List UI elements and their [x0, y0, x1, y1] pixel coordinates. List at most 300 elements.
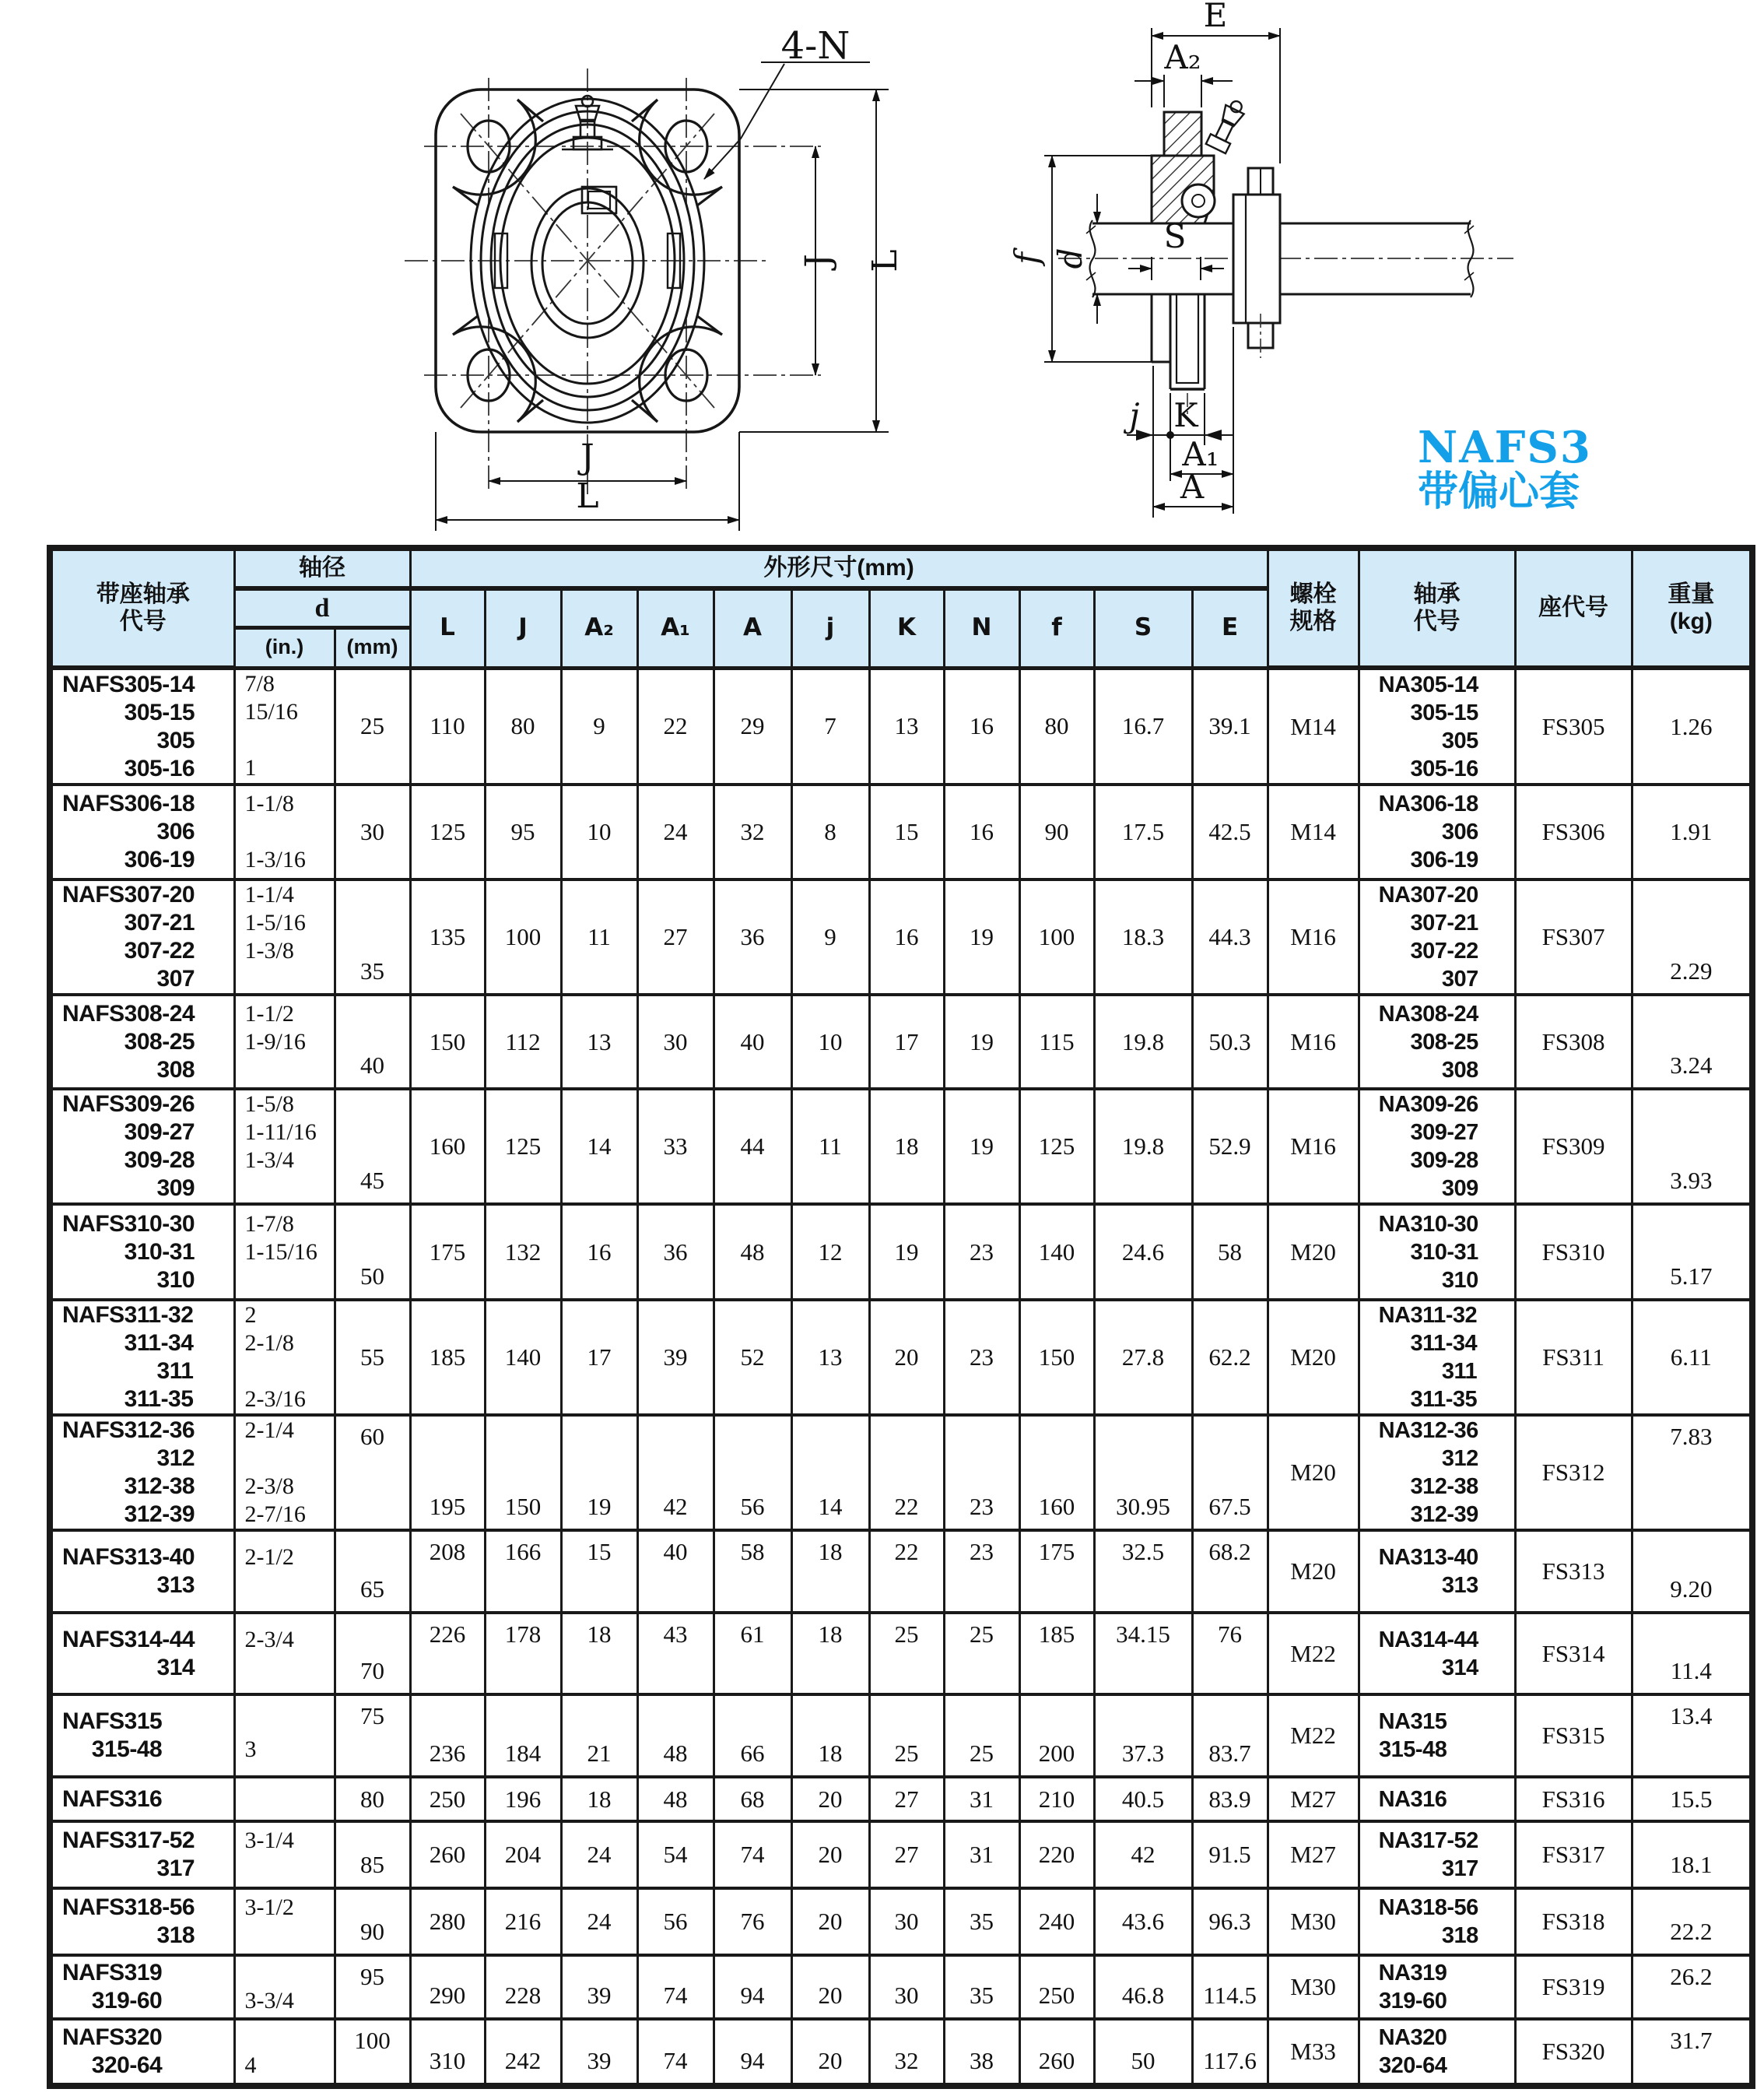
- shaft-dia-inch-cell: 3-1/4: [234, 1821, 335, 1888]
- dim-E-cell: 76: [1192, 1613, 1268, 1694]
- bearing-code-cell: NA306-18 306 306-19: [1359, 785, 1515, 879]
- housing-bearing-code-cell: NAFS317-52 317: [50, 1821, 234, 1888]
- dim-f-cell: 210: [1019, 1777, 1094, 1821]
- dim-S-cell: 18.3: [1094, 879, 1192, 995]
- dim-N-cell: 19: [944, 1089, 1019, 1204]
- dim-S-cell: 19.8: [1094, 995, 1192, 1089]
- dim-J-cell: 184: [485, 1694, 561, 1777]
- dim-N-cell: 31: [944, 1821, 1019, 1888]
- dim-K-cell: 13: [869, 668, 944, 785]
- spec-row-NAFS312-36: [50, 1415, 1752, 1530]
- lobe-top-left: [453, 100, 535, 195]
- shaft-dia-inch-cell: [234, 1777, 335, 1821]
- bolt-count-label: 4-N: [780, 24, 850, 68]
- lobe-top-right: [640, 100, 722, 195]
- housing-bearing-code-cell: NAFS318-56 318: [50, 1888, 234, 1955]
- dim-a2-label: A₂: [1164, 38, 1201, 76]
- dim-A1-cell: 39: [637, 1300, 714, 1415]
- dim-K-cell: 20: [869, 1300, 944, 1415]
- header-dim-j: j: [791, 588, 869, 668]
- dim-J-cell: 204: [485, 1821, 561, 1888]
- dim-N-cell: 31: [944, 1777, 1019, 1821]
- shaft-dia-inch-cell: 7/8 15/16 1: [234, 668, 335, 785]
- dim-A-cell: 66: [714, 1694, 791, 1777]
- housing-bearing-code-cell: NAFS319 319-60: [50, 1955, 234, 2019]
- bolt-spec-cell: M16: [1268, 1089, 1359, 1204]
- dim-N-cell: 35: [944, 1888, 1019, 1955]
- shaft-dia-mm-cell: 55: [335, 1300, 410, 1415]
- dim-J-cell: 125: [485, 1089, 561, 1204]
- dim-L-cell: 175: [410, 1204, 485, 1300]
- dim-J-cell: 228: [485, 1955, 561, 2019]
- dim-L-cell: 195: [410, 1415, 485, 1530]
- dim-S-cell: 19.8: [1094, 1089, 1192, 1204]
- dim-f-cell: 160: [1019, 1415, 1094, 1530]
- seat-code-cell: FS308: [1515, 995, 1632, 1089]
- dim-N-cell: 35: [944, 1955, 1019, 2019]
- dim-J-cell: 132: [485, 1204, 561, 1300]
- spec-row-NAFS319: [50, 1955, 1752, 2019]
- dim-A1-cell: 48: [637, 1694, 714, 1777]
- bearing-code-cell: NA309-26 309-27 309-28 309: [1359, 1089, 1515, 1204]
- spec-row-NAFS308-24: [50, 995, 1752, 1089]
- bearing-code-cell: NA307-20 307-21 307-22 307: [1359, 879, 1515, 995]
- dim-j-cell: 14: [791, 1415, 869, 1530]
- dim-N-cell: 38: [944, 2019, 1019, 2086]
- dim-A2-cell: 18: [561, 1777, 637, 1821]
- dim-f-cell: 100: [1019, 879, 1094, 995]
- weight-cell: 1.91: [1632, 785, 1752, 879]
- weight-cell: 22.2: [1632, 1888, 1752, 1955]
- dim-f-cell: 250: [1019, 1955, 1094, 2019]
- header-housing-bearing-code: 带座轴承 代号: [50, 548, 234, 668]
- dim-A-cell: 36: [714, 879, 791, 995]
- dim-L-cell: 226: [410, 1613, 485, 1694]
- bearing-code-cell: NA308-24 308-25 308: [1359, 995, 1515, 1089]
- bearing-code-cell: NA317-52 317: [1359, 1821, 1515, 1888]
- dim-E-cell: 42.5: [1192, 785, 1268, 879]
- bolt-spec-cell: M30: [1268, 1888, 1359, 1955]
- dim-S-cell: 50: [1094, 2019, 1192, 2086]
- dim-E-cell: 39.1: [1192, 668, 1268, 785]
- bearing-code-cell: NA310-30 310-31 310: [1359, 1204, 1515, 1300]
- dim-S-cell: 17.5: [1094, 785, 1192, 879]
- dim-K-cell: 22: [869, 1530, 944, 1613]
- housing-bearing-code-cell: NAFS315 315-48: [50, 1694, 234, 1777]
- dim-A2-cell: 18: [561, 1613, 637, 1694]
- dim-E-cell: 44.3: [1192, 879, 1268, 995]
- bolt-spec-cell: M16: [1268, 879, 1359, 995]
- dim-A-cell: 68: [714, 1777, 791, 1821]
- seat-code-cell: FS317: [1515, 1821, 1632, 1888]
- spec-row-NAFS316: [50, 1777, 1752, 1821]
- shaft-dia-mm-cell: 65: [335, 1530, 410, 1613]
- bearing-code-cell: NA313-40 313: [1359, 1530, 1515, 1613]
- spec-row-NAFS314-44: [50, 1613, 1752, 1694]
- weight-cell: 15.5: [1632, 1777, 1752, 1821]
- bolt-spec-cell: M30: [1268, 1955, 1359, 2019]
- housing-bearing-code-cell: NAFS305-14 305-15 305 305-16: [50, 668, 234, 785]
- dim-A2-cell: 24: [561, 1821, 637, 1888]
- flange-rib-section: [1164, 112, 1201, 156]
- dim-N-cell: 23: [944, 1204, 1019, 1300]
- weight-cell: 6.11: [1632, 1300, 1752, 1415]
- shaft-dia-mm-cell: 95: [335, 1955, 410, 2019]
- dim-l-bottom-label: L: [576, 476, 599, 516]
- shaft-dia-inch-cell: 1-1/2 1-9/16: [234, 995, 335, 1089]
- dim-A1-cell: 36: [637, 1204, 714, 1300]
- seat-code-cell: FS311: [1515, 1300, 1632, 1415]
- dim-S-cell: 40.5: [1094, 1777, 1192, 1821]
- header-dim-N: N: [944, 588, 1019, 668]
- weight-cell: 13.4: [1632, 1694, 1752, 1777]
- dim-A-cell: 48: [714, 1204, 791, 1300]
- dim-S-cell: 27.8: [1094, 1300, 1192, 1415]
- weight-cell: 31.7: [1632, 2019, 1752, 2086]
- dim-E-cell: 83.9: [1192, 1777, 1268, 1821]
- dim-L-cell: 135: [410, 879, 485, 995]
- header-bearing-code: 轴承 代号: [1359, 548, 1515, 668]
- header-dim-S: S: [1094, 588, 1192, 668]
- seat-code-cell: FS312: [1515, 1415, 1632, 1530]
- spec-row-NAFS318-56: [50, 1888, 1752, 1955]
- dim-j-cell: 8: [791, 785, 869, 879]
- shaft-dia-mm-cell: 30: [335, 785, 410, 879]
- shaft-dia-mm-cell: 50: [335, 1204, 410, 1300]
- dim-f-cell: 125: [1019, 1089, 1094, 1204]
- dim-s-label: S: [1163, 217, 1187, 255]
- dim-A-cell: 32: [714, 785, 791, 879]
- dim-A1-cell: 74: [637, 2019, 714, 2086]
- bearing-code-cell: NA311-32 311-34 311 311-35: [1359, 1300, 1515, 1415]
- dim-K-cell: 18: [869, 1089, 944, 1204]
- dim-a-label: A: [1180, 468, 1205, 506]
- dim-L-cell: 160: [410, 1089, 485, 1204]
- dim-N-cell: 16: [944, 785, 1019, 879]
- weight-cell: 1.26: [1632, 668, 1752, 785]
- header-dims-group: 外形尺寸(mm): [410, 548, 1268, 588]
- dim-j-cell: 11: [791, 1089, 869, 1204]
- header-bolt-spec: 螺栓 规格: [1268, 548, 1359, 668]
- dim-A-cell: 44: [714, 1089, 791, 1204]
- shaft-dia-inch-cell: 3-1/2: [234, 1888, 335, 1955]
- dim-j-label: j: [1129, 396, 1140, 434]
- dim-A2-cell: 21: [561, 1694, 637, 1777]
- dim-S-cell: 46.8: [1094, 1955, 1192, 2019]
- dim-A1-cell: 48: [637, 1777, 714, 1821]
- dim-K-cell: 30: [869, 1955, 944, 2019]
- dim-A2-cell: 39: [561, 2019, 637, 2086]
- weight-cell: 5.17: [1632, 1204, 1752, 1300]
- dim-f-cell: 260: [1019, 2019, 1094, 2086]
- dim-A1-cell: 54: [637, 1821, 714, 1888]
- bearing-code-cell: NA314-44 314: [1359, 1613, 1515, 1694]
- dim-A2-cell: 11: [561, 879, 637, 995]
- dim-J-cell: 95: [485, 785, 561, 879]
- shaft-dia-inch-cell: 3-3/4: [234, 1955, 335, 2019]
- weight-cell: 9.20: [1632, 1530, 1752, 1613]
- dim-j-cell: 9: [791, 879, 869, 995]
- dim-f-cell: 200: [1019, 1694, 1094, 1777]
- dim-A2-cell: 24: [561, 1888, 637, 1955]
- dim-K-cell: 15: [869, 785, 944, 879]
- weight-cell: 3.93: [1632, 1089, 1752, 1204]
- dim-S-cell: 43.6: [1094, 1888, 1192, 1955]
- dim-E-cell: 67.5: [1192, 1415, 1268, 1530]
- bearing-code-cell: NA320 320-64: [1359, 2019, 1515, 2086]
- shaft-dia-mm-cell: 35: [335, 879, 410, 995]
- dim-N-cell: 16: [944, 668, 1019, 785]
- dim-J-cell: 140: [485, 1300, 561, 1415]
- lobe-bottom-right: [640, 327, 722, 422]
- spec-table-body: [50, 668, 1752, 2086]
- seat-code-cell: FS315: [1515, 1694, 1632, 1777]
- seat-code-cell: FS314: [1515, 1613, 1632, 1694]
- spec-table: [47, 545, 1755, 2089]
- dim-j-cell: 20: [791, 1777, 869, 1821]
- shaft-dia-mm-cell: 60: [335, 1415, 410, 1530]
- seat-code-cell: FS320: [1515, 2019, 1632, 2086]
- dim-S-cell: 30.95: [1094, 1415, 1192, 1530]
- bolt-spec-cell: M14: [1268, 785, 1359, 879]
- dim-A1-cell: 27: [637, 879, 714, 995]
- header-dim-K: K: [869, 588, 944, 668]
- dim-A2-cell: 16: [561, 1204, 637, 1300]
- dim-J-cell: 196: [485, 1777, 561, 1821]
- seat-code-cell: FS309: [1515, 1089, 1632, 1204]
- dim-K-cell: 16: [869, 879, 944, 995]
- dim-S-cell: 37.3: [1094, 1694, 1192, 1777]
- shaft-dia-inch-cell: 1-1/8 1-3/16: [234, 785, 335, 879]
- bolt-spec-cell: M20: [1268, 1530, 1359, 1613]
- dim-A1-cell: 74: [637, 1955, 714, 2019]
- header-dim-E: E: [1192, 588, 1268, 668]
- header-dim-L: L: [410, 588, 485, 668]
- weight-cell: 26.2: [1632, 1955, 1752, 2019]
- weight-cell: 7.83: [1632, 1415, 1752, 1530]
- bolt-spec-cell: M20: [1268, 1204, 1359, 1300]
- header-dim-A2: A₂: [561, 588, 637, 668]
- shaft-dia-inch-cell: 2 2-1/8 2-3/16: [234, 1300, 335, 1415]
- housing-bearing-code-cell: NAFS307-20 307-21 307-22 307: [50, 879, 234, 995]
- dim-E-cell: 68.2: [1192, 1530, 1268, 1613]
- spec-row-NAFS311-32: [50, 1300, 1752, 1415]
- shaft-dia-mm-cell: 45: [335, 1089, 410, 1204]
- dim-A-cell: 52: [714, 1300, 791, 1415]
- dim-K-cell: 27: [869, 1821, 944, 1888]
- header-shaft-diameter: 轴径: [234, 548, 410, 588]
- dim-A2-cell: 14: [561, 1089, 637, 1204]
- dim-f-cell: 220: [1019, 1821, 1094, 1888]
- dim-d-label: d: [1051, 248, 1089, 269]
- dim-N-cell: 23: [944, 1415, 1019, 1530]
- dim-A1-cell: 42: [637, 1415, 714, 1530]
- shaft-dia-inch-cell: 2-3/4: [234, 1613, 335, 1694]
- dim-K-cell: 32: [869, 2019, 944, 2086]
- dim-K-cell: 25: [869, 1613, 944, 1694]
- dim-j-cell: 12: [791, 1204, 869, 1300]
- dim-S-cell: 42: [1094, 1821, 1192, 1888]
- dim-K-cell: 22: [869, 1415, 944, 1530]
- dim-E-cell: 62.2: [1192, 1300, 1268, 1415]
- dim-A-cell: 29: [714, 668, 791, 785]
- spec-row-NAFS307-20: [50, 879, 1752, 995]
- dim-E-cell: 96.3: [1192, 1888, 1268, 1955]
- dim-f-cell: 140: [1019, 1204, 1094, 1300]
- weight-cell: 3.24: [1632, 995, 1752, 1089]
- shaft-dia-inch-cell: 4: [234, 2019, 335, 2086]
- dim-A2-cell: 17: [561, 1300, 637, 1415]
- shaft-dia-inch-cell: 2-1/2: [234, 1530, 335, 1613]
- dim-N-cell: 25: [944, 1694, 1019, 1777]
- dim-A1-cell: 33: [637, 1089, 714, 1204]
- dim-K-cell: 27: [869, 1777, 944, 1821]
- dim-f-cell: 175: [1019, 1530, 1094, 1613]
- dim-f-cell: 90: [1019, 785, 1094, 879]
- weight-cell: 11.4: [1632, 1613, 1752, 1694]
- front-view-drawing: [405, 24, 905, 531]
- dim-f-cell: 80: [1019, 668, 1094, 785]
- housing-bearing-code-cell: NAFS313-40 313: [50, 1530, 234, 1613]
- dim-E-cell: 50.3: [1192, 995, 1268, 1089]
- dim-A2-cell: 9: [561, 668, 637, 785]
- spec-row-NAFS313-40: [50, 1530, 1752, 1613]
- bearing-code-cell: NA305-14 305-15 305 305-16: [1359, 668, 1515, 785]
- shaft-dia-inch-cell: 2-1/4 2-3/8 2-7/16: [234, 1415, 335, 1530]
- dim-A-cell: 94: [714, 1955, 791, 2019]
- dim-L-cell: 236: [410, 1694, 485, 1777]
- dim-A2-cell: 13: [561, 995, 637, 1089]
- dim-J-cell: 166: [485, 1530, 561, 1613]
- eccentric-collar: [1233, 195, 1280, 323]
- weight-cell: 18.1: [1632, 1821, 1752, 1888]
- shaft-dia-mm-cell: 75: [335, 1694, 410, 1777]
- bearing-code-cell: NA319 319-60: [1359, 1955, 1515, 2019]
- dim-j-cell: 13: [791, 1300, 869, 1415]
- shaft-dia-mm-cell: 100: [335, 2019, 410, 2086]
- dim-K-cell: 25: [869, 1694, 944, 1777]
- header-dim-J: J: [485, 588, 561, 668]
- dim-E-cell: 91.5: [1192, 1821, 1268, 1888]
- dim-A-cell: 56: [714, 1415, 791, 1530]
- lobe-bottom-left: [453, 327, 535, 422]
- dim-N-cell: 25: [944, 1613, 1019, 1694]
- header-d: d: [234, 588, 410, 627]
- dim-f-cell: 240: [1019, 1888, 1094, 1955]
- center-lines: [405, 68, 821, 498]
- dim-A1-cell: 40: [637, 1530, 714, 1613]
- spec-row-NAFS306-18: [50, 785, 1752, 879]
- shaft-dia-mm-cell: 25: [335, 668, 410, 785]
- dim-A2-cell: 15: [561, 1530, 637, 1613]
- dim-J-cell: 216: [485, 1888, 561, 1955]
- dim-j-side-label: J: [798, 254, 838, 268]
- dim-j-cell: 18: [791, 1613, 869, 1694]
- shaft-dia-inch-cell: 1-5/8 1-11/16 1-3/4: [234, 1089, 335, 1204]
- housing-bearing-code-cell: NAFS311-32 311-34 311 311-35: [50, 1300, 234, 1415]
- dim-A-cell: 40: [714, 995, 791, 1089]
- dim-J-cell: 150: [485, 1415, 561, 1530]
- shaft-break-left: [1090, 220, 1096, 297]
- model-badge: [1418, 422, 1592, 514]
- seat-code-cell: FS310: [1515, 1204, 1632, 1300]
- dim-l-side-label: L: [865, 249, 905, 272]
- spec-row-NAFS320: [50, 2019, 1752, 2086]
- dim-L-cell: 290: [410, 1955, 485, 2019]
- spec-row-NAFS309-26: [50, 1089, 1752, 1204]
- dim-L-cell: 208: [410, 1530, 485, 1613]
- dim-k-label: K: [1173, 396, 1198, 434]
- dim-K-cell: 30: [869, 1888, 944, 1955]
- housing-bearing-code-cell: NAFS308-24 308-25 308: [50, 995, 234, 1089]
- dim-A2-cell: 39: [561, 1955, 637, 2019]
- bolt-spec-cell: M14: [1268, 668, 1359, 785]
- dim-A-cell: 58: [714, 1530, 791, 1613]
- dim-j-cell: 18: [791, 1530, 869, 1613]
- model-desc: 带偏心套: [1418, 469, 1580, 514]
- dim-E-cell: 83.7: [1192, 1694, 1268, 1777]
- dim-S-cell: 34.15: [1094, 1613, 1192, 1694]
- spec-row-NAFS317-52: [50, 1821, 1752, 1888]
- seat-code-cell: FS313: [1515, 1530, 1632, 1613]
- dim-A-cell: 74: [714, 1821, 791, 1888]
- dim-L-cell: 110: [410, 668, 485, 785]
- bolt-spec-cell: M27: [1268, 1777, 1359, 1821]
- dim-A2-cell: 19: [561, 1415, 637, 1530]
- dim-L-cell: 185: [410, 1300, 485, 1415]
- dim-A-cell: 61: [714, 1613, 791, 1694]
- dim-j-cell: 20: [791, 1888, 869, 1955]
- dim-L-cell: 310: [410, 2019, 485, 2086]
- dim-J-cell: 112: [485, 995, 561, 1089]
- dim-f-label: f: [1008, 252, 1046, 265]
- header-dim-f: f: [1019, 588, 1094, 668]
- spec-row-NAFS305-14: [50, 668, 1752, 785]
- header-weight: 重量 (kg): [1632, 548, 1752, 668]
- dim-N-cell: 23: [944, 1300, 1019, 1415]
- dim-L-cell: 250: [410, 1777, 485, 1821]
- dim-E-cell: 58: [1192, 1204, 1268, 1300]
- shaft-dia-mm-cell: 90: [335, 1888, 410, 1955]
- bearing-code-cell: NA316: [1359, 1777, 1515, 1821]
- header-dim-A1: A₁: [637, 588, 714, 668]
- bolt-spec-cell: M22: [1268, 1694, 1359, 1777]
- dim-A2-cell: 10: [561, 785, 637, 879]
- dim-A1-cell: 56: [637, 1888, 714, 1955]
- shaft-dia-mm-cell: 85: [335, 1821, 410, 1888]
- seat-code-cell: FS307: [1515, 879, 1632, 995]
- header-mm-unit: (mm): [335, 627, 410, 668]
- housing-bearing-code-cell: NAFS316: [50, 1777, 234, 1821]
- dim-a1-label: A₁: [1182, 435, 1219, 473]
- dim-j-cell: 20: [791, 1821, 869, 1888]
- bolt-spec-cell: M22: [1268, 1613, 1359, 1694]
- dim-A-cell: 94: [714, 2019, 791, 2086]
- shaft-dia-inch-cell: 1-1/4 1-5/16 1-3/8: [234, 879, 335, 995]
- header-inch-unit: (in.): [234, 627, 335, 668]
- dim-S-cell: 32.5: [1094, 1530, 1192, 1613]
- shaft-dia-mm-cell: 40: [335, 995, 410, 1089]
- housing-bearing-code-cell: NAFS309-26 309-27 309-28 309: [50, 1089, 234, 1204]
- housing-bearing-code-cell: NAFS312-36 312 312-38 312-39: [50, 1415, 234, 1530]
- dim-E-cell: 114.5: [1192, 1955, 1268, 2019]
- bolt-spec-cell: M20: [1268, 1300, 1359, 1415]
- dim-j-bottom-label: J: [580, 437, 594, 477]
- dim-J-cell: 178: [485, 1613, 561, 1694]
- dim-j-cell: 20: [791, 2019, 869, 2086]
- dim-L-cell: 280: [410, 1888, 485, 1955]
- header-dim-A: A: [714, 588, 791, 668]
